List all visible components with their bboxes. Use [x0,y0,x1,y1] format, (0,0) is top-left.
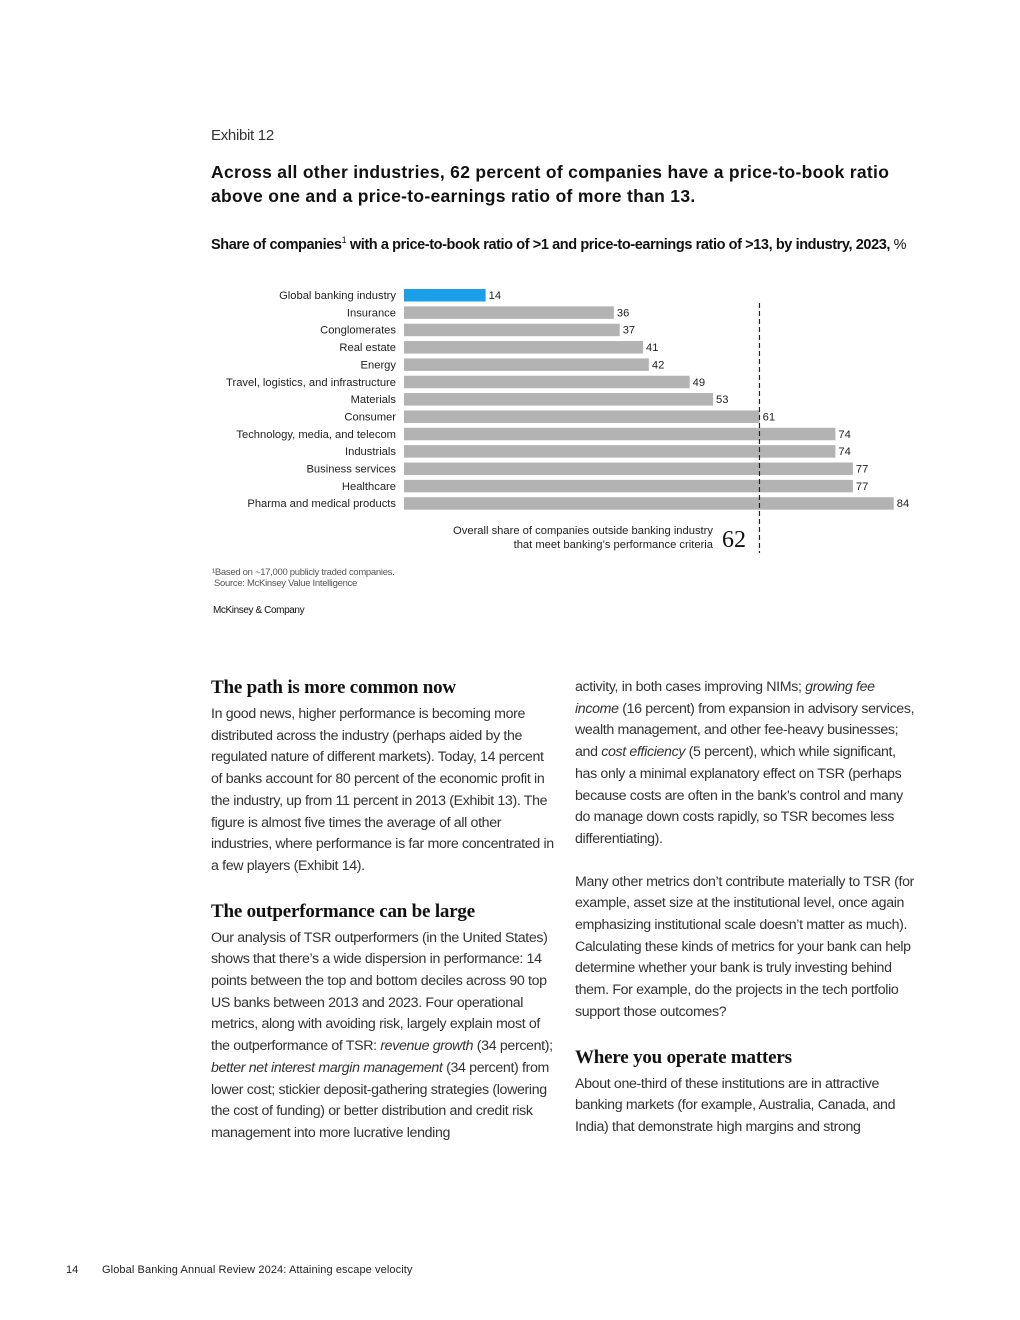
bar [404,324,620,337]
category-label: Industrials [345,446,396,459]
bar [404,497,894,510]
paragraph-text: (34 percent); [473,1038,553,1055]
paragraph-text: Our analysis of TSR outperformers (in the United States) shows that there’s a wide dispersion in performance: 14 points between the top and bottom deciles across 90 top US banks between 2013 and 2023. Four operational metrics, along with avoiding risk, largely explain most of the outperformance of TSR: [211,929,548,1055]
bar [404,428,835,441]
bar [404,480,853,493]
bar [404,376,690,389]
category-label: Travel, logistics, and infrastructure [226,376,396,389]
body-left-column [211,676,556,1145]
reference-label-line1: Overall share of companies outside banking industry [453,525,713,537]
paragraph-text: (16 percent) from expansion in advisory services, wealth management, and other fee-heavy businesses; and [575,700,915,761]
body-paragraph [575,872,920,1024]
category-label: Real estate [339,342,396,355]
category-label: Conglomerates [320,324,396,337]
body-paragraph [575,1074,920,1139]
paragraph-text: Many other metrics don’t contribute materially to TSR (for example, asset size at the institutional level, once again emphasizing institutional scale doesn’t matter as much). Calculating these kinds of metrics for your bank can help determine whether your bank is truly investing behind them. For example, do the projects in the tech portfolio support those outcomes? [575,873,914,1020]
category-label: Healthcare [341,480,396,493]
category-label: Technology, media, and telecom [236,428,396,441]
emphasis-text: revenue growth [380,1038,474,1055]
bar [404,358,649,371]
category-label: Business services [306,463,396,476]
bar [404,463,853,476]
body-paragraph [211,928,556,1145]
reference-label-line2: that meet banking’s performance criteria [513,539,713,551]
section-heading: The outperformance can be large [211,900,475,922]
paragraph-text: About one-third of these institutions are in attractive banking markets (for example, Australia, Canada, and India) that demonstrate high margins and strong [575,1075,896,1135]
value-label: 37 [622,324,636,337]
emphasis-text: growing fee income [575,679,875,717]
value-label: 61 [762,411,776,424]
category-label: Consumer [344,411,396,424]
value-label: 74 [838,446,851,459]
section-heading: The path is more common now [211,677,456,698]
bar [404,410,760,423]
emphasis-text: cost efficiency [601,744,686,761]
bar-chart [0,0,1020,560]
category-label: Insurance [346,307,396,320]
chart-footnote: ¹Based on ~17,000 publicly traded companies. [212,567,395,578]
bar [404,306,614,319]
emphasis-text: better net interest margin management [211,1059,443,1076]
category-label: Materials [350,394,396,407]
value-label: 77 [855,463,869,476]
value-label: 41 [646,342,659,355]
body-paragraph [575,677,920,851]
value-label: 14 [488,290,502,302]
category-label: Global banking industry [279,290,396,302]
category-label: Energy [360,359,396,372]
value-label: 42 [651,359,665,372]
brand-label: McKinsey & Company [213,605,305,616]
paragraph-text: activity, in both cases improving NIMs; [575,679,806,695]
section-heading: Where you operate matters [575,1046,792,1068]
paragraph-text: In good news, higher performance is becoming more distributed across the industry (perhaps aided by the regulated nature of different markets). Today, 14 percent of banks account for 80 percent of the economic profit in the industry, up from 11 percent in 2013 (Exhibit 13). The figure is almost five times the average of all other industries, where performance is far more concentrated in a few players (Exhibit 14). [211,706,554,874]
bar [404,393,713,406]
body-right-column [575,677,920,1139]
bar [404,341,643,354]
bar [404,289,486,302]
value-label: 53 [715,394,729,407]
chart-source: Source: McKinsey Value Intelligence [214,578,357,589]
value-label: 74 [838,428,851,441]
value-label: 36 [616,307,630,320]
category-label: Pharma and medical products [247,498,396,511]
exhibit-title: Across all other industries, 62 percent of companies have a price-to-book ratio above one and a price-to-earnings ratio of more than 13. [211,162,890,206]
page-number: 14 [66,1264,79,1276]
paragraph-text: (5 percent), which while significant, has only a minimal explanatory effect on TSR (perhaps because costs are often in the bank’s control and many do manage down costs rapidly, so TSR becomes less differentiating). [575,744,903,847]
paragraph-text: (34 percent) from lower cost; stickier deposit-gathering strategies (lowering the cost of funding) or better distribution and credit risk management into more lucrative lending [211,1059,549,1141]
value-label: 49 [692,376,706,389]
bar [404,445,835,458]
body-paragraph [211,704,556,878]
value-label: 84 [896,498,910,511]
reference-value: 62 [722,527,746,553]
exhibit-label: Exhibit 12 [211,127,274,144]
running-title: Global Banking Annual Review 2024: Attaining escape velocity [102,1264,413,1276]
value-label: 77 [855,480,869,493]
chart-subtitle: Share of companies$^1$ with a price-to-book ratio of >1 and price-to-earnings ratio of >13, by industry, 2023, % [211,235,907,253]
